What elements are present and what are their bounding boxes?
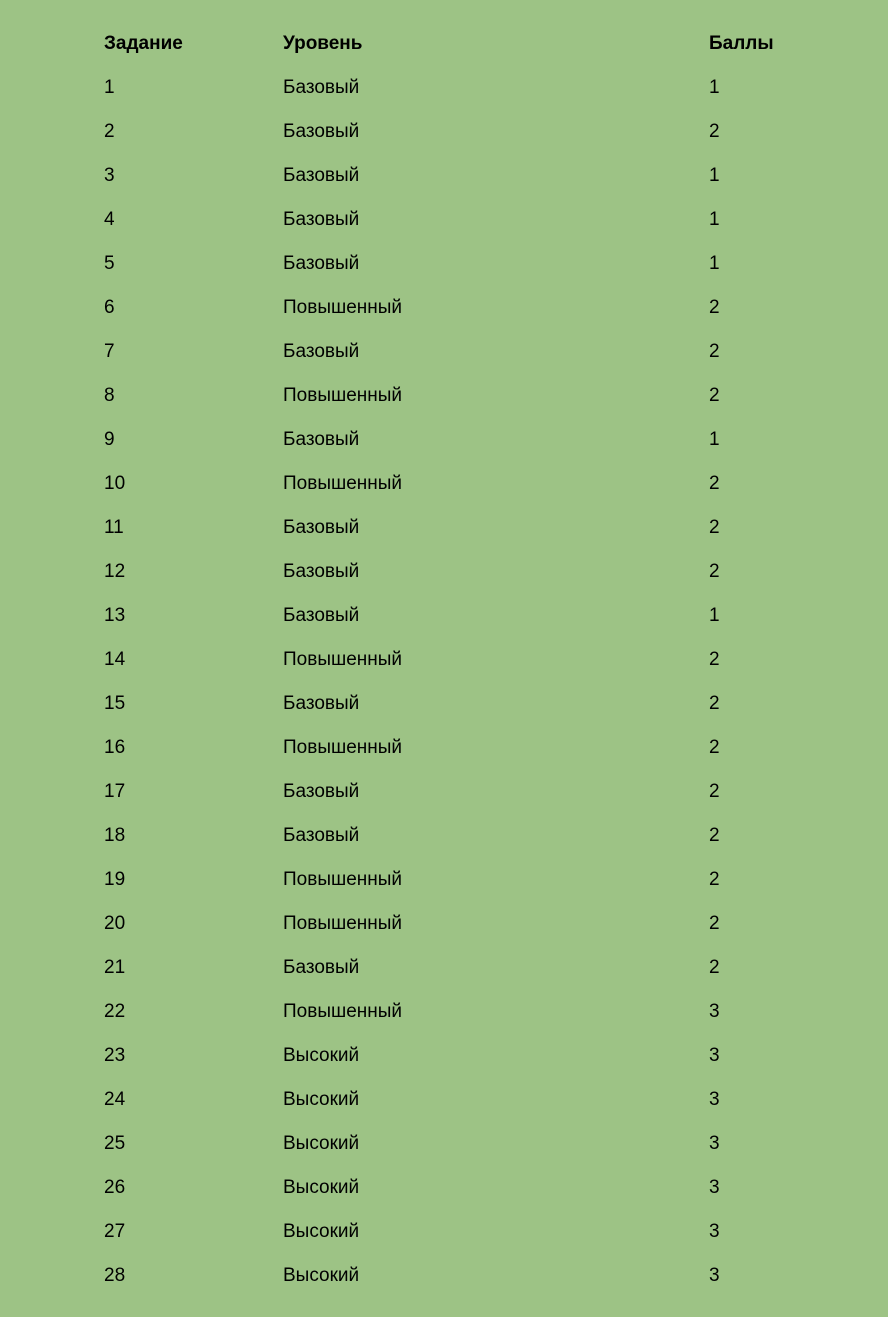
cell-task: 26 [104, 1177, 126, 1198]
cell-level: Базовый [283, 341, 360, 362]
cell-task: 13 [104, 605, 126, 626]
cell-task: 22 [104, 1001, 126, 1022]
cell-points: 2 [709, 473, 720, 494]
cell-points: 3 [709, 1045, 720, 1066]
cell-level: Повышенный [283, 1001, 403, 1022]
table-row [0, 1166, 888, 1210]
header-level: Уровень [283, 33, 363, 54]
table-row [0, 1078, 888, 1122]
cell-points: 2 [709, 649, 720, 670]
cell-points: 2 [709, 825, 720, 846]
cell-level: Высокий [283, 1045, 360, 1066]
cell-points: 1 [709, 605, 720, 626]
cell-task: 7 [104, 341, 115, 362]
cell-level: Базовый [283, 561, 360, 582]
table-row [0, 154, 888, 198]
table-row [0, 770, 888, 814]
cell-level: Базовый [283, 165, 360, 186]
cell-points: 2 [709, 913, 720, 934]
cell-level: Базовый [283, 517, 360, 538]
cell-points: 2 [709, 561, 720, 582]
cell-points: 1 [709, 77, 720, 98]
cell-task: 17 [104, 781, 126, 802]
cell-task: 20 [104, 913, 126, 934]
cell-task: 28 [104, 1265, 126, 1286]
table-row [0, 550, 888, 594]
cell-points: 2 [709, 517, 720, 538]
cell-points: 2 [709, 781, 720, 802]
cell-task: 3 [104, 165, 115, 186]
cell-level: Высокий [283, 1177, 360, 1198]
cell-points: 3 [709, 1221, 720, 1242]
cell-level: Повышенный [283, 649, 403, 670]
cell-level: Повышенный [283, 869, 403, 890]
table-row [0, 506, 888, 550]
cell-points: 3 [709, 1089, 720, 1110]
cell-task: 12 [104, 561, 126, 582]
cell-points: 3 [709, 1265, 720, 1286]
cell-task: 5 [104, 253, 115, 274]
header-points: Баллы [709, 33, 774, 54]
cell-level: Базовый [283, 693, 360, 714]
cell-level: Базовый [283, 825, 360, 846]
cell-points: 2 [709, 121, 720, 142]
cell-task: 15 [104, 693, 126, 714]
table-row [0, 242, 888, 286]
cell-task: 23 [104, 1045, 126, 1066]
cell-task: 24 [104, 1089, 126, 1110]
cell-level: Базовый [283, 77, 360, 98]
header-task: Задание [104, 33, 183, 54]
cell-points: 2 [709, 297, 720, 318]
table-row [0, 990, 888, 1034]
cell-level: Повышенный [283, 297, 403, 318]
cell-level: Высокий [283, 1089, 360, 1110]
cell-level: Повышенный [283, 913, 403, 934]
cell-points: 1 [709, 209, 720, 230]
cell-level: Высокий [283, 1133, 360, 1154]
cell-points: 2 [709, 957, 720, 978]
cell-points: 2 [709, 737, 720, 758]
cell-task: 11 [104, 517, 124, 538]
cell-task: 18 [104, 825, 126, 846]
cell-level: Базовый [283, 429, 360, 450]
table-row [0, 726, 888, 770]
cell-task: 25 [104, 1133, 126, 1154]
table-row [0, 902, 888, 946]
cell-points: 3 [709, 1001, 720, 1022]
cell-level: Повышенный [283, 473, 403, 494]
table-body [0, 66, 888, 1298]
cell-level: Базовый [283, 121, 360, 142]
cell-points: 3 [709, 1177, 720, 1198]
cell-points: 2 [709, 693, 720, 714]
cell-task: 14 [104, 649, 126, 670]
table-row [0, 858, 888, 902]
table-row [0, 374, 888, 418]
cell-level: Базовый [283, 605, 360, 626]
table-row [0, 1122, 888, 1166]
cell-level: Высокий [283, 1265, 360, 1286]
cell-level: Базовый [283, 781, 360, 802]
cell-points: 1 [709, 429, 720, 450]
cell-task: 6 [104, 297, 115, 318]
cell-points: 2 [709, 385, 720, 406]
cell-points: 1 [709, 165, 720, 186]
cell-task: 16 [104, 737, 126, 758]
cell-task: 9 [104, 429, 115, 450]
cell-points: 2 [709, 341, 720, 362]
cell-task: 27 [104, 1221, 126, 1242]
cell-task: 4 [104, 209, 115, 230]
cell-level: Повышенный [283, 385, 403, 406]
table-row [0, 946, 888, 990]
table-row [0, 418, 888, 462]
table-row [0, 1210, 888, 1254]
cell-points: 3 [709, 1133, 720, 1154]
table-row [0, 330, 888, 374]
table-header-row [0, 22, 888, 66]
table-row [0, 1254, 888, 1298]
table-row [0, 638, 888, 682]
cell-task: 8 [104, 385, 115, 406]
cell-level: Базовый [283, 209, 360, 230]
table-row [0, 594, 888, 638]
cell-level: Базовый [283, 957, 360, 978]
cell-level: Повышенный [283, 737, 403, 758]
table-row [0, 286, 888, 330]
table-row [0, 682, 888, 726]
cell-points: 1 [709, 253, 720, 274]
cell-task: 1 [104, 77, 115, 98]
table-row [0, 198, 888, 242]
scoring-table [0, 22, 888, 1298]
cell-task: 2 [104, 121, 115, 142]
cell-task: 10 [104, 473, 126, 494]
cell-task: 21 [104, 957, 126, 978]
cell-task: 19 [104, 869, 126, 890]
cell-level: Высокий [283, 1221, 360, 1242]
table-row [0, 110, 888, 154]
table-row [0, 814, 888, 858]
table-row [0, 1034, 888, 1078]
table-row [0, 66, 888, 110]
table-row [0, 462, 888, 506]
cell-level: Базовый [283, 253, 360, 274]
cell-points: 2 [709, 869, 720, 890]
